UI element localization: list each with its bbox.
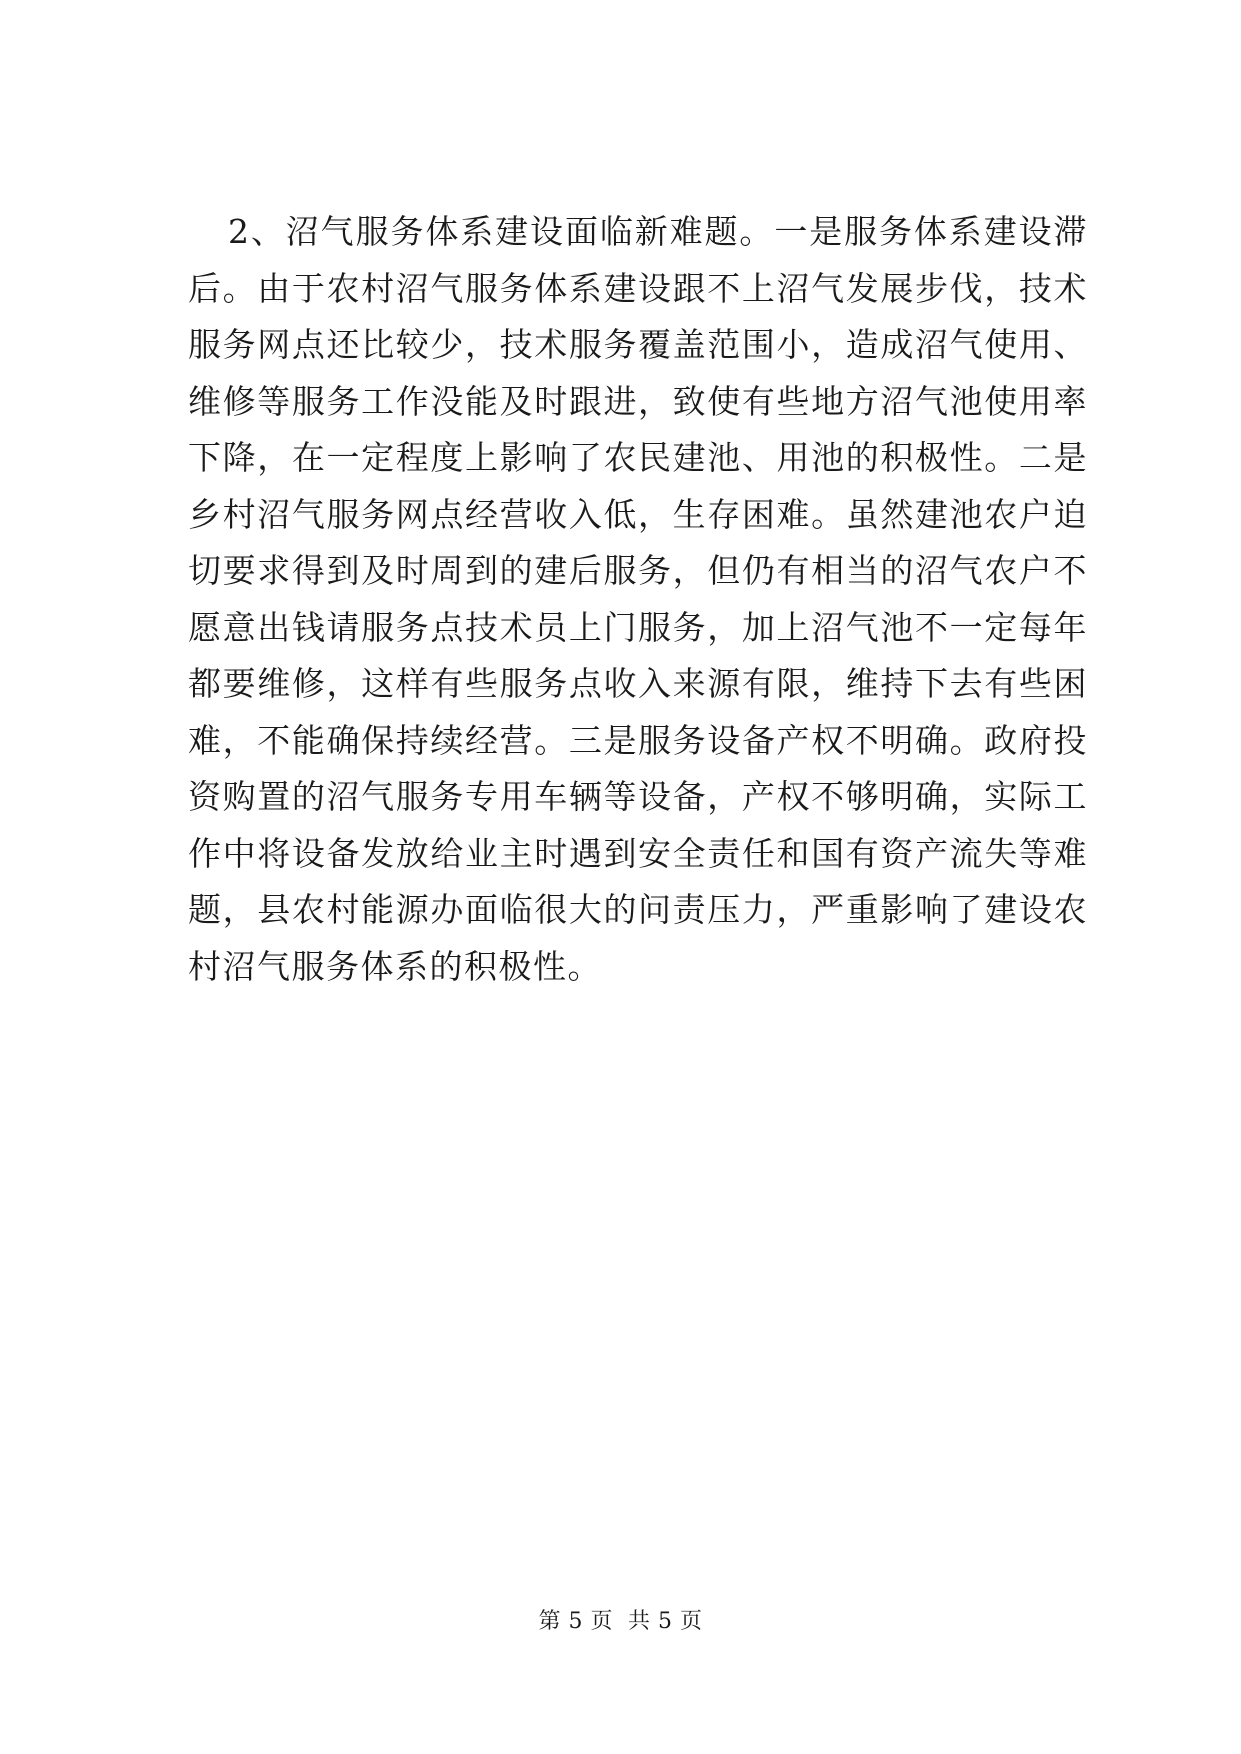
page-footer — [0, 1604, 1241, 1635]
body-paragraph: 2、沼气服务体系建设面临新难题。一是服务体系建设滞后。由于农村沼气服务体系建设跟不上沼气发展步伐，技术服务网点还比较少，技术服务覆盖范围小，造成沼气使用、维修等服务工作没能及时跟进，致使有些地方沼气池使用率下降，在一定程度上影响了农民建池、用池的积极性。二是乡村沼气服务网点经营收入低，生存困难。虽然建池农户迫切要求得到及时周到的建后服务，但仍有相当的沼气农户不愿意出钱请服务点技术员上门服务，加上沼气池不一定每年都要维修，这样有些服务点收入来源有限，维持下去有些困难，不能确保持续经营。三是服务设备产权不明确。政府投资购置的沼气服务专用车辆等设备，产权不够明确，实际工作中将设备发放给业主时遇到安全责任和国有资产流失等难题，县农村能源办面临很大的问责压力，严重影响了建设农村沼气服务体系的积极性。 — [188, 212, 1088, 986]
page-number-current: 第 5 页 — [538, 1609, 613, 1634]
page-number-total: 共 5 页 — [628, 1609, 703, 1634]
